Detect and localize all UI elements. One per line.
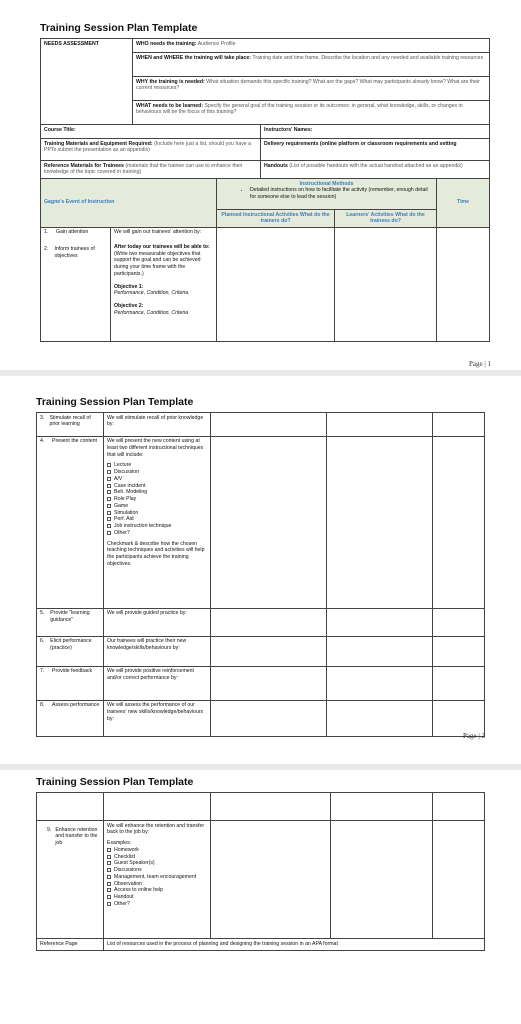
guidance-learners[interactable]: [327, 608, 433, 636]
examples-list: [107, 847, 207, 908]
example-item[interactable]: [107, 901, 207, 908]
event-inform-objectives: 2. Inform trainees of objectives: [44, 245, 95, 259]
why-row[interactable]: WHY the training is needed: What situation demands this specific training? What are the gaps? What may participants already know? What are their current resources?: [133, 77, 490, 101]
course-title-field[interactable]: Course Title:: [41, 125, 261, 139]
event-gain-attention: 1. Gain attention: [44, 229, 89, 235]
technique-item[interactable]: [107, 510, 207, 517]
who-row[interactable]: WHO needs the training: Audience Profile: [133, 39, 490, 53]
blank-cell-1[interactable]: [37, 793, 104, 821]
assess-learners[interactable]: [327, 700, 433, 736]
page-2: [0, 376, 521, 764]
reference-page-text[interactable]: List of resources used in the process of planning and designing the training session in an APA format: [104, 939, 485, 951]
materials-field[interactable]: Training Materials and Equipment Required: (Include here just a list, should you have a PPTs submit the presentation as an appendix): [41, 139, 261, 161]
event-learning-guidance: 5. Provide "learning guidance": [37, 608, 104, 636]
feedback-learners[interactable]: [327, 666, 433, 700]
time-cell[interactable]: [437, 227, 490, 341]
checkbox-icon[interactable]: [107, 855, 111, 859]
blank-cell-2[interactable]: [104, 793, 211, 821]
technique-label: Discussion: [114, 469, 140, 475]
enhance-time[interactable]: [433, 821, 485, 939]
blank-cell-4[interactable]: [331, 793, 433, 821]
blank-cell-3[interactable]: [211, 793, 331, 821]
trainer-text-cell[interactable]: We will gain our trainees' attention by: After today our trainees will be able to: (Write two measurable objectives that support the goal and can be achieved during your time frame with the participants.) Objective 1: Performance, Condition, Criteria. Objective 2: Performance, Condition, Criteria: [111, 227, 217, 341]
elicit-learners[interactable]: [327, 636, 433, 666]
methods-header: Instructional Methods • Detailed instructions on how to facilitate the activity (remember, enough detail for someone else to lead the session): [217, 179, 437, 210]
handouts-field[interactable]: Handouts (List of possible handouts with the actual handout attached as an appendix): [261, 161, 490, 179]
when-row[interactable]: WHEN and WHERE the training will take place: Training date and time frame. Describe the location and any needed and available training resources: [133, 53, 490, 77]
present-planned[interactable]: [211, 436, 327, 608]
example-label: Handout: [114, 894, 134, 900]
technique-label: A/V: [114, 475, 123, 482]
event-enhance-retention: 9. Enhance retention and transfer to the job: [37, 821, 104, 939]
enhance-planned[interactable]: [211, 821, 331, 939]
page-title: Training Session Plan Template: [36, 776, 194, 788]
learners-activities-cell[interactable]: [335, 227, 437, 341]
example-label: Management, team encouragement: [114, 873, 197, 880]
technique-item[interactable]: [107, 462, 207, 469]
event-assess-performance: 8. Assess performance: [37, 700, 104, 736]
checkbox-icon[interactable]: [107, 531, 111, 535]
checkbox-icon[interactable]: [107, 497, 111, 501]
technique-label: Lecture: [114, 462, 132, 469]
guidance-planned[interactable]: [211, 608, 327, 636]
event-elicit-performance: 6. Elicit performance (practice): [37, 636, 104, 666]
event-present-content: 4. Present the content: [37, 436, 104, 608]
assess-time[interactable]: [433, 700, 485, 736]
technique-item[interactable]: [107, 469, 207, 476]
technique-label: Job instruction technique: [114, 523, 172, 529]
checkbox-icon[interactable]: [107, 524, 111, 528]
delivery-field[interactable]: Delivery requirements (online platform or classroom requirements and setting: [261, 139, 490, 161]
technique-label: Beh. Modeling: [114, 489, 148, 496]
technique-item[interactable]: [107, 489, 207, 496]
example-item[interactable]: [107, 874, 207, 881]
page-1: [0, 0, 521, 370]
event-provide-feedback: 7. Provide feedback: [37, 666, 104, 700]
checkbox-icon[interactable]: [107, 477, 111, 481]
needs-assessment-label: NEEDS ASSESSMENT: [41, 39, 133, 125]
checkbox-icon[interactable]: [107, 888, 111, 892]
checkbox-icon[interactable]: [107, 511, 111, 515]
elicit-time[interactable]: [433, 636, 485, 666]
technique-label: Role Play: [114, 496, 137, 502]
recall-planned[interactable]: [211, 413, 327, 437]
gagne-header: Gagne's Event of Instruction: [41, 179, 217, 228]
checkbox-icon[interactable]: [107, 470, 111, 474]
present-text-cell[interactable]: We will present the new content using at least two different instructional techniques that will include: Lecture Discussion A/V Case incident Beh. Modeling Role Play Game Simulation Perf. Aid Job instruction technique Other? Checkmark & describe how the chosen teaching techniques and activities will help the participants achieve the training objectives.: [104, 436, 211, 608]
example-item[interactable]: [107, 887, 207, 894]
elicit-planned[interactable]: [211, 636, 327, 666]
instruction-table-p1: [40, 178, 490, 342]
checkbox-icon[interactable]: [107, 868, 111, 872]
example-label: Homework: [114, 846, 139, 853]
events-cell: [41, 227, 111, 341]
example-item[interactable]: [107, 854, 207, 861]
time-header: Time: [437, 179, 490, 228]
techniques-list: [107, 462, 207, 536]
checkbox-icon[interactable]: [107, 902, 111, 906]
example-item[interactable]: [107, 847, 207, 854]
reference-page-label: Reference Page: [37, 939, 104, 951]
example-label: Discussions: [114, 867, 142, 873]
example-item[interactable]: [107, 894, 207, 901]
checkbox-icon[interactable]: [107, 517, 111, 521]
feedback-text[interactable]: We will provide positive reinforcement and/or correct performance by:: [104, 666, 211, 700]
instruction-table-p3: [36, 792, 485, 951]
example-label: Guest Speaker(s): [114, 860, 155, 867]
example-item[interactable]: [107, 867, 207, 874]
checkbox-icon[interactable]: [107, 504, 111, 508]
checkbox-icon[interactable]: [107, 484, 111, 488]
blank-cell-5[interactable]: [433, 793, 485, 821]
event-stimulate-recall: 3. Stimulate recall of prior learning: [37, 413, 104, 437]
technique-item[interactable]: [107, 476, 207, 483]
assess-planned[interactable]: [211, 700, 327, 736]
enhance-text-cell[interactable]: We will enhance the retention and transfer back to the job by: Examples: Homework Checklist Guest Speaker(s) Discussions Management, team encouragement Observation Access to online help Handout Other?: [104, 821, 211, 939]
needs-assessment-table: [40, 38, 490, 179]
technique-item[interactable]: [107, 503, 207, 510]
checkbox-icon[interactable]: [107, 882, 111, 886]
reference-materials-field[interactable]: Reference Materials for Trainees (materials that the trainee can use to enhance their knowledge of the topic covered in training): [41, 161, 261, 179]
page-3: [0, 770, 521, 1024]
technique-item[interactable]: [107, 483, 207, 490]
example-label: Observation: [114, 880, 142, 887]
guidance-text[interactable]: We will provide guided practice by:: [104, 608, 211, 636]
planned-header: Planned Instructional Activities What do the trainers do?: [217, 210, 335, 228]
technique-label: Simulation: [114, 509, 139, 516]
technique-item[interactable]: [107, 496, 207, 503]
assess-text[interactable]: We will assess the performance of our trainees' new skills/knowledge/behaviours by:: [104, 700, 211, 736]
example-label: Other?: [114, 900, 130, 907]
guidance-time[interactable]: [433, 608, 485, 636]
gain-attention-text: We will gain our trainees' attention by:: [114, 229, 202, 235]
example-label: Checklist: [114, 853, 136, 860]
page-title: Training Session Plan Template: [40, 22, 198, 34]
checkbox-icon[interactable]: [107, 490, 111, 494]
feedback-time[interactable]: [433, 666, 485, 700]
checkbox-icon[interactable]: [107, 848, 111, 852]
technique-item[interactable]: [107, 516, 207, 523]
technique-item[interactable]: [107, 530, 207, 537]
methods-bullet: • Detailed instructions on how to facilitate the activity (remember, enough detail for someone else to lead the session): [250, 187, 433, 201]
page-title: Training Session Plan Template: [36, 396, 194, 408]
recall-time[interactable]: [433, 413, 485, 437]
what-row[interactable]: WHAT needs to be learned: Specify the general goal of the training session or its outcomes: in general, what knowledge, skills, or changes in behaviours will be the focus of this training?: [133, 101, 490, 125]
enhance-learners[interactable]: [331, 821, 433, 939]
checkbox-icon[interactable]: [107, 875, 111, 879]
recall-learners[interactable]: [327, 413, 433, 437]
technique-label: Game: [114, 502, 129, 509]
checkbox-icon[interactable]: [107, 861, 111, 865]
technique-label: Case incident: [114, 482, 146, 489]
recall-text[interactable]: We will stimulate recall of prior knowledge by:: [104, 413, 211, 437]
checkbox-icon[interactable]: [107, 895, 111, 899]
example-label: Access to online help: [114, 887, 164, 894]
present-time[interactable]: [433, 436, 485, 608]
checkbox-icon[interactable]: [107, 463, 111, 467]
technique-item[interactable]: [107, 523, 207, 530]
instruction-table-p2: [36, 412, 485, 737]
present-learners[interactable]: [327, 436, 433, 608]
instructors-names-field[interactable]: Instructors' Names:: [261, 125, 490, 139]
technique-label: Perf. Aid: [114, 516, 134, 523]
example-item[interactable]: [107, 881, 207, 888]
technique-label: Other?: [114, 529, 130, 536]
learners-header: Learners' Activities What do the trainees do?: [335, 210, 437, 228]
planned-activities-cell[interactable]: [217, 227, 335, 341]
elicit-text[interactable]: Our trainees will practice their new knowledge/skills/behaviours by:: [104, 636, 211, 666]
example-item[interactable]: [107, 860, 207, 867]
feedback-planned[interactable]: [211, 666, 327, 700]
page-number: Page | 1: [468, 360, 491, 368]
page-number: Page | 2: [462, 732, 485, 740]
